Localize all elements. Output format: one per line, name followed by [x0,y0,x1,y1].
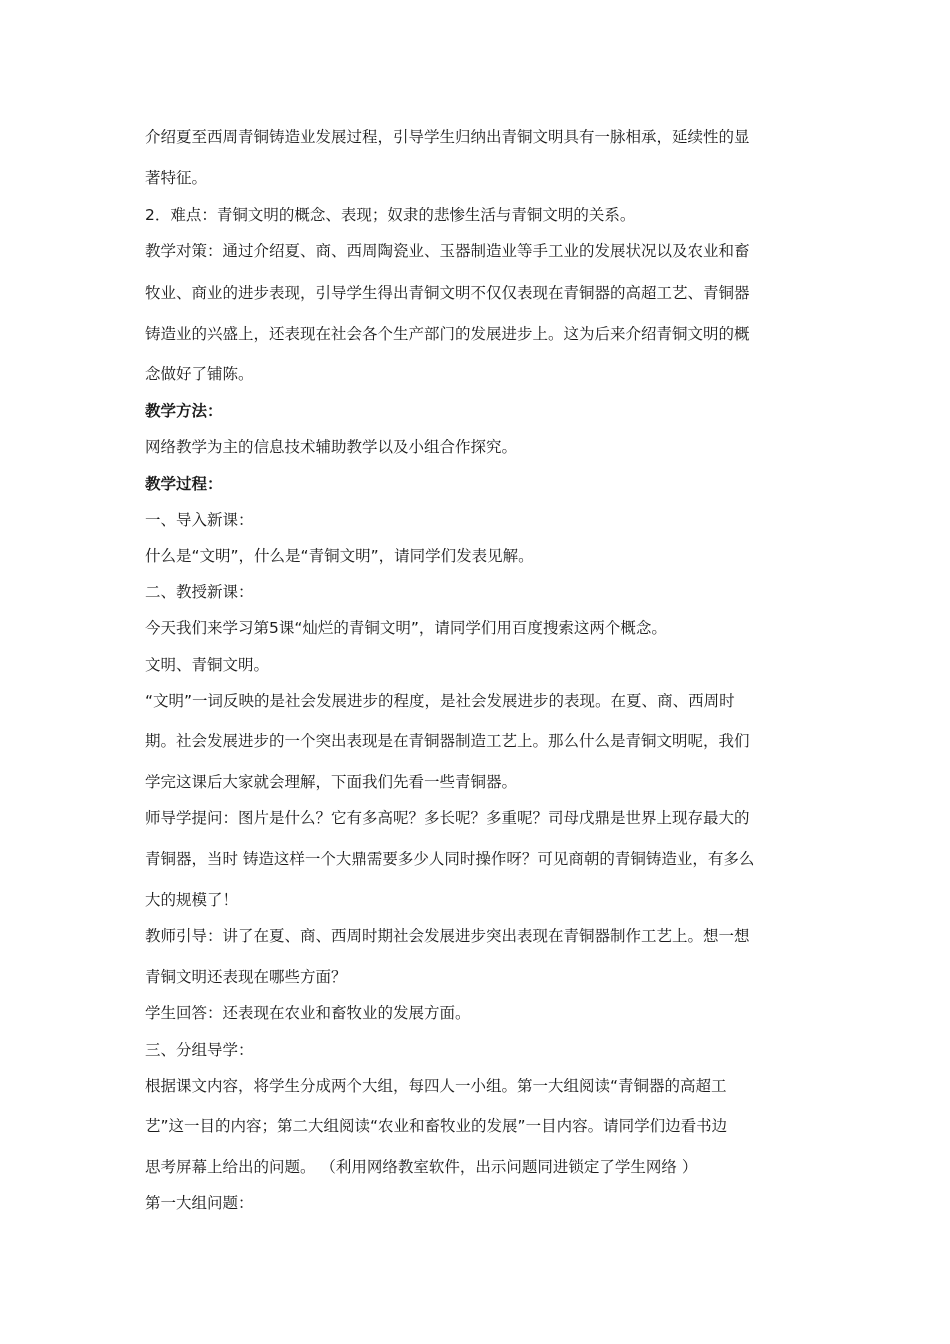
subheading-line: 二、教授新课： [145,583,254,601]
paragraph-line: 期。社会发展进步的一个突出表现是在青铜器制造工艺上。那么什么是青铜文明呢，我们 [145,732,750,750]
paragraph-line: 文明、青铜文明。 [145,656,270,674]
paragraph-line: 2．难点：青铜文明的概念、表现；奴隶的悲惨生活与青铜文明的关系。 [145,206,636,224]
paragraph-line: 念做好了铺陈。 [145,365,254,383]
paragraph-line: 著特征。 [145,169,208,187]
paragraph-line: 铸造业的兴盛上，还表现在社会各个生产部门的发展进步上。这为后来介绍青铜文明的概 [145,325,750,343]
section-heading-methods: 教学方法： [145,402,223,420]
section-heading-process: 教学过程： [145,475,223,493]
paragraph-line: 根据课文内容，将学生分成两个大组，每四人一小组。第一大组阅读“青铜器的高超工 [145,1077,727,1095]
paragraph-line: 网络教学为主的信息技术辅助教学以及小组合作探究。 [145,438,518,456]
paragraph-line: 学生回答：还表现在农业和畜牧业的发展方面。 [145,1004,471,1022]
paragraph-line: “文明”一词反映的是社会发展进步的程度，是社会发展进步的表现。在夏、商、西周时 [145,692,735,710]
subheading-line: 一、导入新课： [145,511,254,529]
paragraph-line: 牧业、商业的进步表现，引导学生得出青铜文明不仅仅表现在青铜器的高超工艺、青铜器 [145,284,750,302]
paragraph-line: 第一大组问题： [145,1194,254,1212]
paragraph-line: 艺”这一目的内容；第二大组阅读“农业和畜牧业的发展”一目内容。请同学们边看书边 [145,1117,728,1135]
paragraph-line: 教学对策：通过介绍夏、商、西周陶瓷业、玉器制造业等手工业的发展状况以及农业和畜 [145,242,750,260]
paragraph-line: 学完这课后大家就会理解，下面我们先看一些青铜器。 [145,773,518,791]
paragraph-line: 今天我们来学习第5课“灿烂的青铜文明”，请同学们用百度搜索这两个概念。 [145,619,667,637]
paragraph-line: 教师引导：讲了在夏、商、西周时期社会发展进步突出表现在青铜器制作工艺上。想一想 [145,927,750,945]
paragraph-line: 介绍夏至西周青铜铸造业发展过程，引导学生归纳出青铜文明具有一脉相承，延续性的显 [145,128,750,146]
paragraph-line: 思考屏幕上给出的问题。 （利用网络教室软件，出示问题同进锁定了学生网络 ） [145,1158,698,1176]
paragraph-line: 大的规模了！ [145,891,239,909]
paragraph-line: 师导学提问：图片是什么？它有多高呢？多长呢？多重呢？司母戊鼎是世界上现存最大的 [145,809,750,827]
paragraph-line: 什么是“文明”，什么是“青铜文明”，请同学们发表见解。 [145,547,534,565]
paragraph-line: 青铜器，当时 铸造这样一个大鼎需要多少人同时操作呀？可见商朝的青铜铸造业，有多么 [145,850,755,868]
subheading-line: 三、分组导学： [145,1041,254,1059]
paragraph-line: 青铜文明还表现在哪些方面？ [145,968,347,986]
